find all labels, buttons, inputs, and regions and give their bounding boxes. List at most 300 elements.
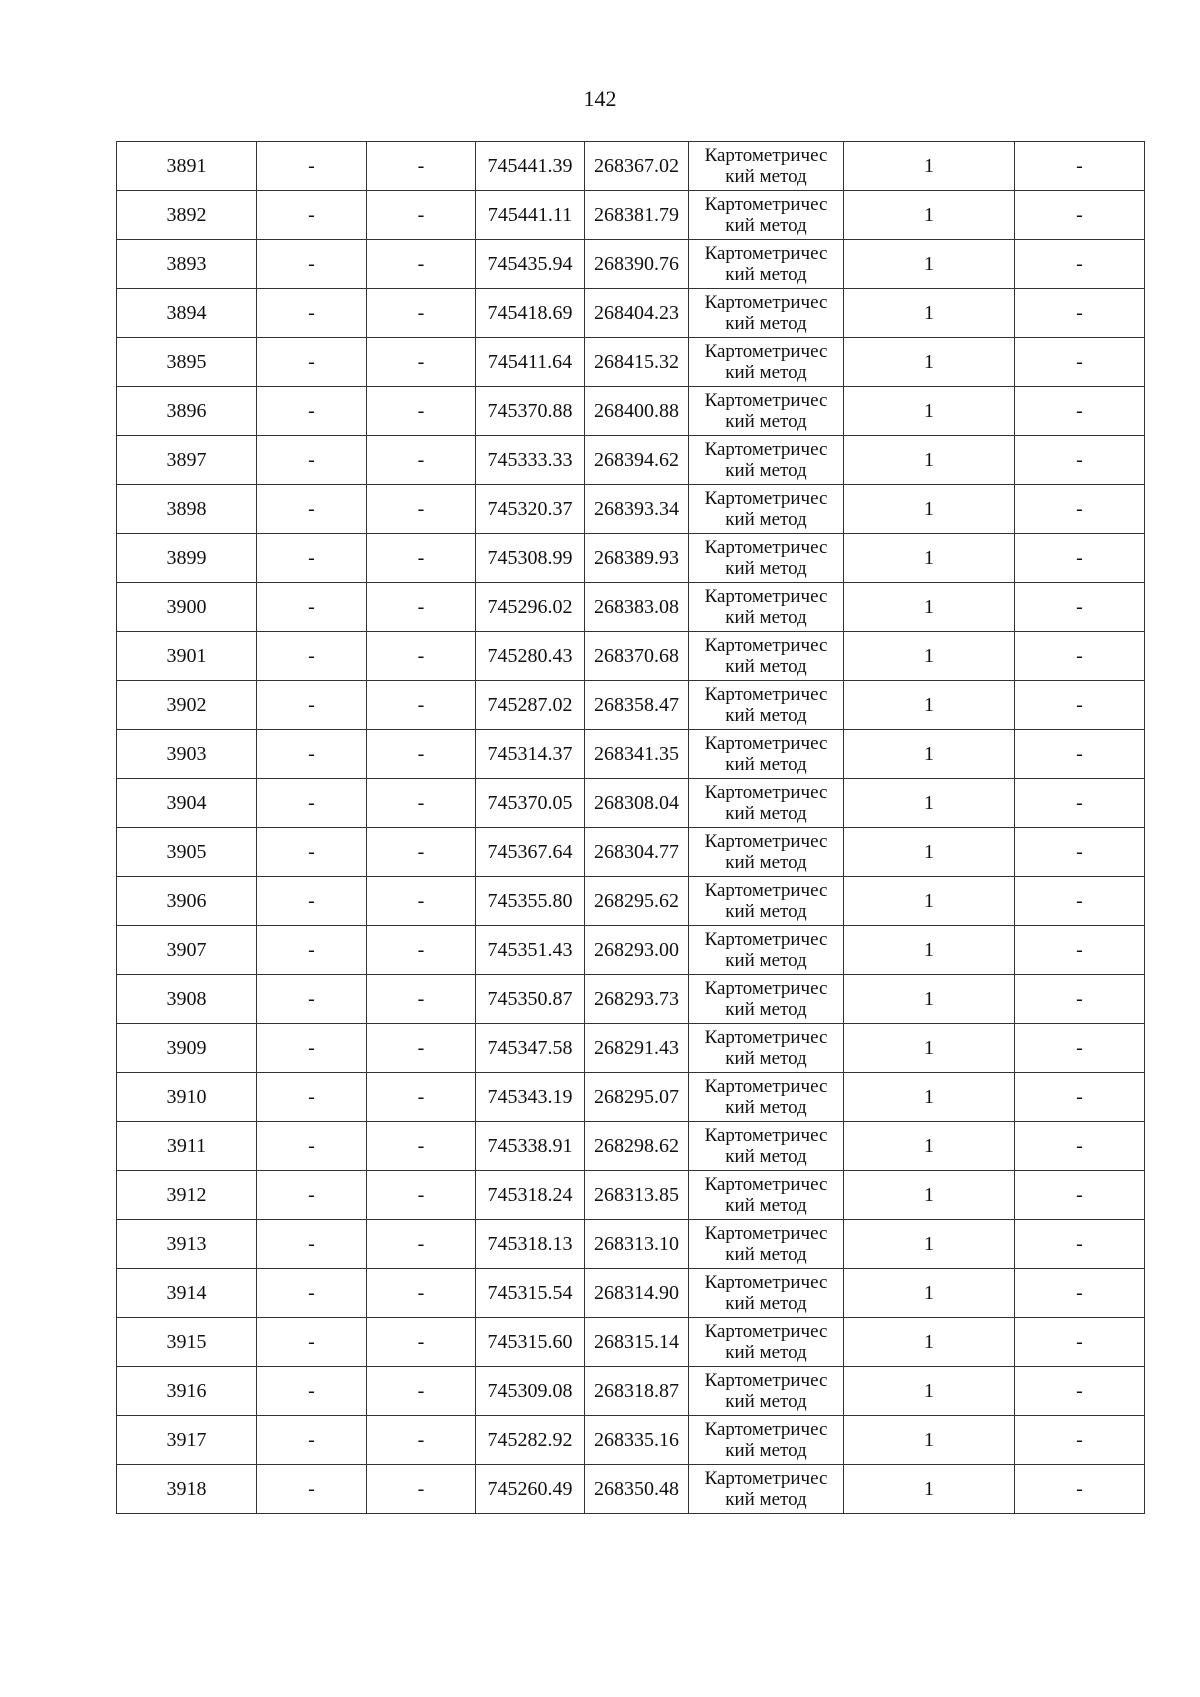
cell-point-number: 3900 (117, 583, 257, 632)
cell-col2: - (257, 583, 367, 632)
cell-col2: - (257, 1416, 367, 1465)
cell-col3: - (367, 877, 476, 926)
cell-col8: - (1015, 1465, 1145, 1514)
cell-x-coordinate: 745351.43 (476, 926, 585, 975)
method-text: кий метод (725, 362, 807, 383)
cell-x-coordinate: 745367.64 (476, 828, 585, 877)
table-row (117, 338, 1145, 387)
cell-col2: - (257, 142, 367, 191)
cell-col3: - (367, 926, 476, 975)
cell-col7: 1 (844, 877, 1015, 926)
cell-col8: - (1015, 632, 1145, 681)
cell-col7: 1 (844, 436, 1015, 485)
cell-x-coordinate: 745441.11 (476, 191, 585, 240)
table-row (117, 730, 1145, 779)
cell-col2: - (257, 436, 367, 485)
cell-y-coordinate: 268298.62 (585, 1122, 689, 1171)
cell-col8: - (1015, 1318, 1145, 1367)
cell-y-coordinate: 268390.76 (585, 240, 689, 289)
table-row (117, 975, 1145, 1024)
cell-y-coordinate: 268335.16 (585, 1416, 689, 1465)
cell-y-coordinate: 268315.14 (585, 1318, 689, 1367)
cell-method (689, 1318, 844, 1367)
method-text: кий метод (725, 852, 807, 873)
cell-method (689, 975, 844, 1024)
cell-x-coordinate: 745308.99 (476, 534, 585, 583)
table-row (117, 240, 1145, 289)
cell-col2: - (257, 1220, 367, 1269)
cell-y-coordinate: 268415.32 (585, 338, 689, 387)
method-text: Картометричес (704, 880, 828, 901)
table-row (117, 632, 1145, 681)
method-text: кий метод (725, 1244, 807, 1265)
cell-x-coordinate: 745314.37 (476, 730, 585, 779)
cell-col3: - (367, 289, 476, 338)
cell-col7: 1 (844, 1073, 1015, 1122)
cell-col7: 1 (844, 1220, 1015, 1269)
cell-col8: - (1015, 1171, 1145, 1220)
cell-point-number: 3895 (117, 338, 257, 387)
cell-col2: - (257, 681, 367, 730)
cell-col2: - (257, 828, 367, 877)
method-text: кий метод (725, 264, 807, 285)
cell-y-coordinate: 268304.77 (585, 828, 689, 877)
cell-col2: - (257, 1122, 367, 1171)
cell-col3: - (367, 1465, 476, 1514)
cell-col7: 1 (844, 632, 1015, 681)
method-text: Картометричес (704, 1272, 828, 1293)
cell-col3: - (367, 730, 476, 779)
cell-col3: - (367, 1073, 476, 1122)
cell-col2: - (257, 387, 367, 436)
cell-col8: - (1015, 240, 1145, 289)
cell-col2: - (257, 730, 367, 779)
cell-method (689, 828, 844, 877)
method-text: Картометричес (704, 1027, 828, 1048)
cell-method (689, 1465, 844, 1514)
cell-y-coordinate: 268393.34 (585, 485, 689, 534)
method-text: кий метод (725, 705, 807, 726)
cell-x-coordinate: 745333.33 (476, 436, 585, 485)
table-row (117, 191, 1145, 240)
cell-point-number: 3905 (117, 828, 257, 877)
cell-y-coordinate: 268293.00 (585, 926, 689, 975)
cell-point-number: 3907 (117, 926, 257, 975)
cell-y-coordinate: 268295.62 (585, 877, 689, 926)
cell-col3: - (367, 681, 476, 730)
cell-method (689, 779, 844, 828)
cell-method (689, 387, 844, 436)
cell-x-coordinate: 745315.60 (476, 1318, 585, 1367)
cell-col7: 1 (844, 975, 1015, 1024)
cell-method (689, 583, 844, 632)
method-text: Картометричес (704, 978, 828, 999)
method-text: Картометричес (704, 194, 828, 215)
cell-col3: - (367, 828, 476, 877)
cell-point-number: 3917 (117, 1416, 257, 1465)
cell-y-coordinate: 268383.08 (585, 583, 689, 632)
cell-col2: - (257, 1367, 367, 1416)
cell-col3: - (367, 975, 476, 1024)
cell-col2: - (257, 191, 367, 240)
cell-method (689, 632, 844, 681)
method-text: Картометричес (704, 537, 828, 558)
cell-point-number: 3915 (117, 1318, 257, 1367)
cell-col8: - (1015, 387, 1145, 436)
cell-col8: - (1015, 1073, 1145, 1122)
cell-col2: - (257, 926, 367, 975)
cell-y-coordinate: 268291.43 (585, 1024, 689, 1073)
cell-col2: - (257, 877, 367, 926)
table-row (117, 1122, 1145, 1171)
cell-col8: - (1015, 191, 1145, 240)
table-row (117, 1318, 1145, 1367)
cell-col8: - (1015, 730, 1145, 779)
table-row (117, 1171, 1145, 1220)
cell-point-number: 3906 (117, 877, 257, 926)
cell-col8: - (1015, 877, 1145, 926)
cell-col7: 1 (844, 240, 1015, 289)
cell-col3: - (367, 191, 476, 240)
cell-col3: - (367, 338, 476, 387)
method-text: Картометричес (704, 1223, 828, 1244)
cell-col2: - (257, 240, 367, 289)
cell-col3: - (367, 1416, 476, 1465)
method-text: Картометричес (704, 341, 828, 362)
method-text: Картометричес (704, 1321, 828, 1342)
cell-point-number: 3913 (117, 1220, 257, 1269)
table-row (117, 485, 1145, 534)
cell-col2: - (257, 1073, 367, 1122)
cell-x-coordinate: 745347.58 (476, 1024, 585, 1073)
method-text: Картометричес (704, 733, 828, 754)
cell-y-coordinate: 268389.93 (585, 534, 689, 583)
cell-y-coordinate: 268394.62 (585, 436, 689, 485)
cell-method (689, 289, 844, 338)
cell-col8: - (1015, 436, 1145, 485)
cell-col7: 1 (844, 730, 1015, 779)
cell-col8: - (1015, 142, 1145, 191)
cell-point-number: 3912 (117, 1171, 257, 1220)
method-text: Картометричес (704, 1076, 828, 1097)
table-row (117, 1024, 1145, 1073)
cell-col7: 1 (844, 1269, 1015, 1318)
cell-col7: 1 (844, 142, 1015, 191)
cell-y-coordinate: 268358.47 (585, 681, 689, 730)
table-row (117, 1416, 1145, 1465)
method-text: кий метод (725, 999, 807, 1020)
method-text: кий метод (725, 1391, 807, 1412)
cell-x-coordinate: 745338.91 (476, 1122, 585, 1171)
cell-col3: - (367, 779, 476, 828)
cell-col7: 1 (844, 926, 1015, 975)
cell-x-coordinate: 745280.43 (476, 632, 585, 681)
cell-x-coordinate: 745318.13 (476, 1220, 585, 1269)
cell-point-number: 3896 (117, 387, 257, 436)
cell-col3: - (367, 583, 476, 632)
method-text: кий метод (725, 754, 807, 775)
cell-col7: 1 (844, 191, 1015, 240)
cell-method (689, 436, 844, 485)
table-row (117, 387, 1145, 436)
cell-method (689, 191, 844, 240)
cell-y-coordinate: 268314.90 (585, 1269, 689, 1318)
cell-x-coordinate: 745411.64 (476, 338, 585, 387)
method-text: кий метод (725, 509, 807, 530)
cell-x-coordinate: 745350.87 (476, 975, 585, 1024)
cell-x-coordinate: 745318.24 (476, 1171, 585, 1220)
cell-col8: - (1015, 583, 1145, 632)
cell-method (689, 534, 844, 583)
cell-method (689, 1024, 844, 1073)
method-text: кий метод (725, 1048, 807, 1069)
cell-point-number: 3911 (117, 1122, 257, 1171)
cell-x-coordinate: 745343.19 (476, 1073, 585, 1122)
cell-method (689, 1122, 844, 1171)
method-text: кий метод (725, 215, 807, 236)
cell-col8: - (1015, 338, 1145, 387)
cell-y-coordinate: 268367.02 (585, 142, 689, 191)
method-text: кий метод (725, 1293, 807, 1314)
cell-col3: - (367, 142, 476, 191)
table-row (117, 1367, 1145, 1416)
method-text: кий метод (725, 901, 807, 922)
cell-col2: - (257, 1269, 367, 1318)
cell-col8: - (1015, 1024, 1145, 1073)
cell-point-number: 3904 (117, 779, 257, 828)
cell-x-coordinate: 745370.88 (476, 387, 585, 436)
cell-point-number: 3903 (117, 730, 257, 779)
cell-method (689, 1220, 844, 1269)
cell-col2: - (257, 289, 367, 338)
method-text: кий метод (725, 166, 807, 187)
cell-col2: - (257, 1171, 367, 1220)
cell-col3: - (367, 387, 476, 436)
method-text: Картометричес (704, 782, 828, 803)
cell-x-coordinate: 745370.05 (476, 779, 585, 828)
cell-point-number: 3898 (117, 485, 257, 534)
cell-point-number: 3897 (117, 436, 257, 485)
cell-col2: - (257, 1465, 367, 1514)
method-text: Картометричес (704, 243, 828, 264)
method-text: Картометричес (704, 929, 828, 950)
method-text: кий метод (725, 1440, 807, 1461)
cell-col3: - (367, 1269, 476, 1318)
cell-x-coordinate: 745309.08 (476, 1367, 585, 1416)
cell-point-number: 3892 (117, 191, 257, 240)
method-text: Картометричес (704, 292, 828, 313)
cell-col8: - (1015, 1220, 1145, 1269)
cell-method (689, 485, 844, 534)
method-text: кий метод (725, 460, 807, 481)
cell-y-coordinate: 268313.10 (585, 1220, 689, 1269)
cell-col2: - (257, 632, 367, 681)
method-text: Картометричес (704, 1125, 828, 1146)
cell-method (689, 338, 844, 387)
cell-method (689, 1416, 844, 1465)
cell-y-coordinate: 268341.35 (585, 730, 689, 779)
method-text: кий метод (725, 1097, 807, 1118)
cell-col2: - (257, 779, 367, 828)
method-text: кий метод (725, 1195, 807, 1216)
cell-col7: 1 (844, 534, 1015, 583)
method-text: Картометричес (704, 831, 828, 852)
cell-col7: 1 (844, 289, 1015, 338)
cell-col7: 1 (844, 1318, 1015, 1367)
cell-y-coordinate: 268381.79 (585, 191, 689, 240)
cell-method (689, 1073, 844, 1122)
table-row (117, 877, 1145, 926)
cell-y-coordinate: 268308.04 (585, 779, 689, 828)
method-text: Картометричес (704, 586, 828, 607)
cell-col3: - (367, 1171, 476, 1220)
cell-col2: - (257, 1024, 367, 1073)
cell-col8: - (1015, 534, 1145, 583)
cell-col3: - (367, 1024, 476, 1073)
cell-y-coordinate: 268400.88 (585, 387, 689, 436)
cell-method (689, 142, 844, 191)
method-text: кий метод (725, 607, 807, 628)
page-number: 142 (583, 86, 617, 111)
cell-point-number: 3902 (117, 681, 257, 730)
cell-col8: - (1015, 828, 1145, 877)
cell-col7: 1 (844, 1367, 1015, 1416)
cell-y-coordinate: 268313.85 (585, 1171, 689, 1220)
cell-point-number: 3916 (117, 1367, 257, 1416)
cell-x-coordinate: 745260.49 (476, 1465, 585, 1514)
cell-y-coordinate: 268404.23 (585, 289, 689, 338)
cell-method (689, 1269, 844, 1318)
cell-col8: - (1015, 1122, 1145, 1171)
table-row (117, 1073, 1145, 1122)
method-text: Картометричес (704, 635, 828, 656)
cell-col8: - (1015, 485, 1145, 534)
cell-col8: - (1015, 289, 1145, 338)
cell-col8: - (1015, 926, 1145, 975)
method-text: Картометричес (704, 1419, 828, 1440)
table-row (117, 926, 1145, 975)
cell-x-coordinate: 745282.92 (476, 1416, 585, 1465)
cell-col2: - (257, 975, 367, 1024)
method-text: Картометричес (704, 390, 828, 411)
cell-point-number: 3893 (117, 240, 257, 289)
cell-y-coordinate: 268295.07 (585, 1073, 689, 1122)
cell-col8: - (1015, 1269, 1145, 1318)
cell-point-number: 3909 (117, 1024, 257, 1073)
table-row (117, 1269, 1145, 1318)
method-text: кий метод (725, 411, 807, 432)
method-text: Картометричес (704, 488, 828, 509)
cell-x-coordinate: 745315.54 (476, 1269, 585, 1318)
method-text: кий метод (725, 1342, 807, 1363)
table-row (117, 828, 1145, 877)
method-text: Картометричес (704, 145, 828, 166)
cell-col8: - (1015, 681, 1145, 730)
method-text: кий метод (725, 656, 807, 677)
cell-x-coordinate: 745441.39 (476, 142, 585, 191)
cell-point-number: 3918 (117, 1465, 257, 1514)
cell-method (689, 1171, 844, 1220)
cell-col8: - (1015, 975, 1145, 1024)
cell-point-number: 3899 (117, 534, 257, 583)
cell-col8: - (1015, 779, 1145, 828)
cell-x-coordinate: 745320.37 (476, 485, 585, 534)
cell-y-coordinate: 268370.68 (585, 632, 689, 681)
cell-col3: - (367, 632, 476, 681)
table-row (117, 779, 1145, 828)
cell-method (689, 730, 844, 779)
table-row (117, 142, 1145, 191)
table-row (117, 436, 1145, 485)
cell-point-number: 3901 (117, 632, 257, 681)
method-text: Картометричес (704, 439, 828, 460)
cell-col2: - (257, 1318, 367, 1367)
method-text: кий метод (725, 1489, 807, 1510)
cell-point-number: 3914 (117, 1269, 257, 1318)
table-row (117, 534, 1145, 583)
cell-x-coordinate: 745355.80 (476, 877, 585, 926)
method-text: Картометричес (704, 684, 828, 705)
cell-x-coordinate: 745418.69 (476, 289, 585, 338)
table-row (117, 1465, 1145, 1514)
cell-col2: - (257, 485, 367, 534)
cell-point-number: 3910 (117, 1073, 257, 1122)
cell-col7: 1 (844, 828, 1015, 877)
cell-col7: 1 (844, 1122, 1015, 1171)
cell-col3: - (367, 485, 476, 534)
method-text: Картометричес (704, 1174, 828, 1195)
cell-col8: - (1015, 1367, 1145, 1416)
method-text: кий метод (725, 950, 807, 971)
cell-col7: 1 (844, 1024, 1015, 1073)
cell-col7: 1 (844, 583, 1015, 632)
table-row (117, 583, 1145, 632)
cell-y-coordinate: 268318.87 (585, 1367, 689, 1416)
cell-y-coordinate: 268350.48 (585, 1465, 689, 1514)
cell-col3: - (367, 1122, 476, 1171)
cell-col7: 1 (844, 779, 1015, 828)
cell-col3: - (367, 240, 476, 289)
table-row (117, 1220, 1145, 1269)
table-row (117, 681, 1145, 730)
cell-y-coordinate: 268293.73 (585, 975, 689, 1024)
cell-col7: 1 (844, 485, 1015, 534)
cell-col7: 1 (844, 387, 1015, 436)
cell-col7: 1 (844, 338, 1015, 387)
cell-col8: - (1015, 1416, 1145, 1465)
coordinates-table (116, 141, 1145, 1514)
cell-x-coordinate: 745296.02 (476, 583, 585, 632)
cell-method (689, 240, 844, 289)
cell-method (689, 1367, 844, 1416)
cell-x-coordinate: 745287.02 (476, 681, 585, 730)
method-text: Картометричес (704, 1468, 828, 1489)
cell-x-coordinate: 745435.94 (476, 240, 585, 289)
table-row (117, 289, 1145, 338)
method-text: кий метод (725, 803, 807, 824)
cell-method (689, 681, 844, 730)
cell-col7: 1 (844, 1465, 1015, 1514)
cell-col7: 1 (844, 1416, 1015, 1465)
cell-col7: 1 (844, 1171, 1015, 1220)
method-text: кий метод (725, 1146, 807, 1167)
method-text: Картометричес (704, 1370, 828, 1391)
cell-col3: - (367, 1220, 476, 1269)
cell-col7: 1 (844, 681, 1015, 730)
method-text: кий метод (725, 313, 807, 334)
cell-col3: - (367, 1367, 476, 1416)
cell-method (689, 877, 844, 926)
